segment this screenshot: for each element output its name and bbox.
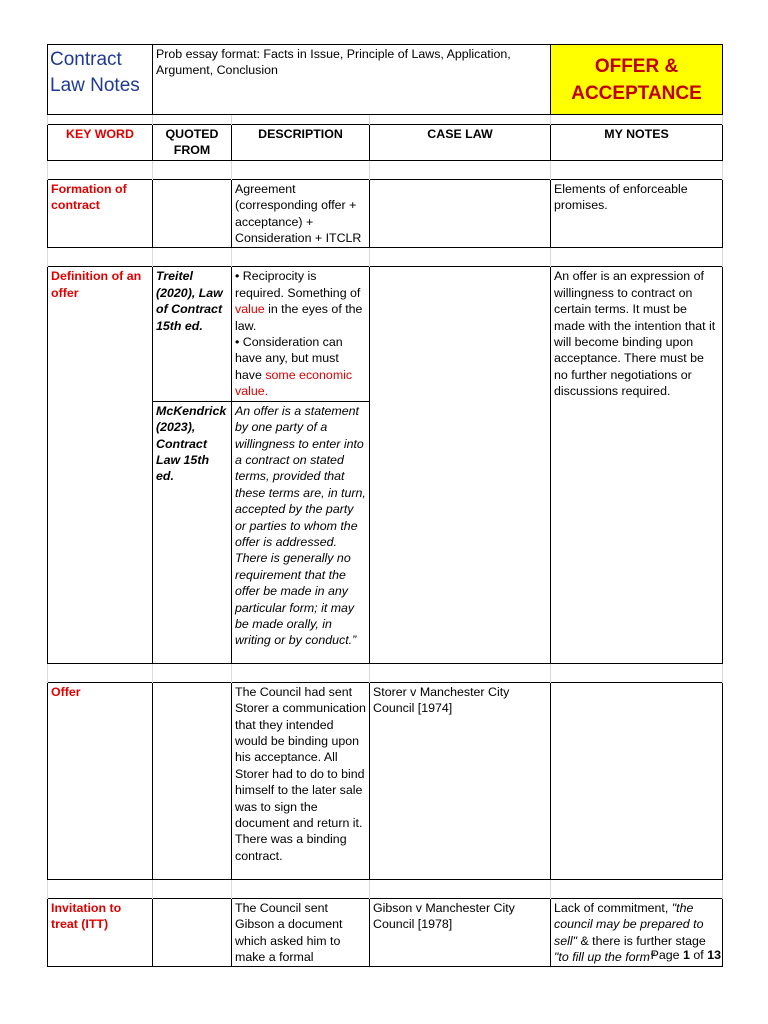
column-header-case-law: CASE LAW [370, 125, 551, 161]
column-header-keyword: KEY WORD [48, 125, 153, 161]
page-counter: Page 1 of 13 [650, 948, 721, 962]
notes-definition: An offer is an expression of willingness to contract on certain terms. It must be made with the intention that it will become binding upon acceptance. There must be no further negotiations or discussions required. [551, 267, 723, 663]
quoted-cell [153, 179, 232, 248]
quoted-treitel: Treitel (2020), Law of Contract 15th ed. [153, 267, 232, 401]
quoted-cell [153, 898, 232, 967]
essay-format-note: Prob essay format: Facts in Issue, Principle of Laws, Application, Argument, Conclusion [153, 45, 551, 115]
case-law-cell [370, 267, 551, 663]
notes-formation: Elements of enforceable promises. [551, 179, 723, 248]
keyword-offer: Offer [48, 682, 153, 879]
description-mckendrick: An offer is a statement by one party of a willingness to enter into a contract on stated terms, provided that these terms are, in turn, accepted by the party or parties to whom the offer is addressed. There is generally no requirement that the offer be made in any particular form; it may be made orally, in writing or by conduct.” [232, 401, 370, 663]
notes-sheet [47, 44, 722, 967]
case-law-storer: Storer v Manchester City Council [1974] [370, 682, 551, 879]
quoted-cell [153, 682, 232, 879]
highlight-value: value [235, 302, 265, 317]
notes-table [47, 44, 723, 967]
notes-cell [551, 682, 723, 879]
notes-itt: Lack of commitment, "the council may be prepared to sell" & there is further stage "to fill up the form" [551, 898, 723, 967]
table-row [48, 682, 723, 879]
highlight-economic-value: some economic value. [235, 367, 353, 399]
keyword-formation: Formation of contract [48, 179, 153, 248]
quoted-mckendrick: McKendrick (2023), Contract Law 15th ed. [153, 401, 232, 663]
column-header-quoted: QUOTED FROM [153, 125, 232, 161]
case-law-gibson: Gibson v Manchester City Council [1978] [370, 898, 551, 967]
table-row [48, 179, 723, 248]
table-row [48, 898, 723, 967]
document-title: Contract Law Notes [48, 45, 153, 115]
keyword-itt: Invitation to treat (ITT) [48, 898, 153, 967]
column-header-description: DESCRIPTION [232, 125, 370, 161]
description-treitel: • Reciprocity is required. Something of value in the eyes of the law. • Consideration can have any, but must have some economic value. [232, 267, 370, 401]
case-law-cell [370, 179, 551, 248]
table-row [48, 267, 723, 401]
column-header-notes: MY NOTES [551, 125, 723, 161]
topic-banner: OFFER & ACCEPTANCE [551, 45, 723, 115]
description-itt: The Council sent Gibson a document which asked him to make a formal [232, 898, 370, 967]
description-offer: The Council had sent Storer a communication that they intended would be binding upon his acceptance. All Storer had to do to bind himself to the later sale was to sign the document and return it. There was a binding contract. [232, 682, 370, 879]
keyword-definition: Definition of an offer [48, 267, 153, 663]
description-formation: Agreement (corresponding offer + acceptance) + Consideration + ITCLR [232, 179, 370, 248]
